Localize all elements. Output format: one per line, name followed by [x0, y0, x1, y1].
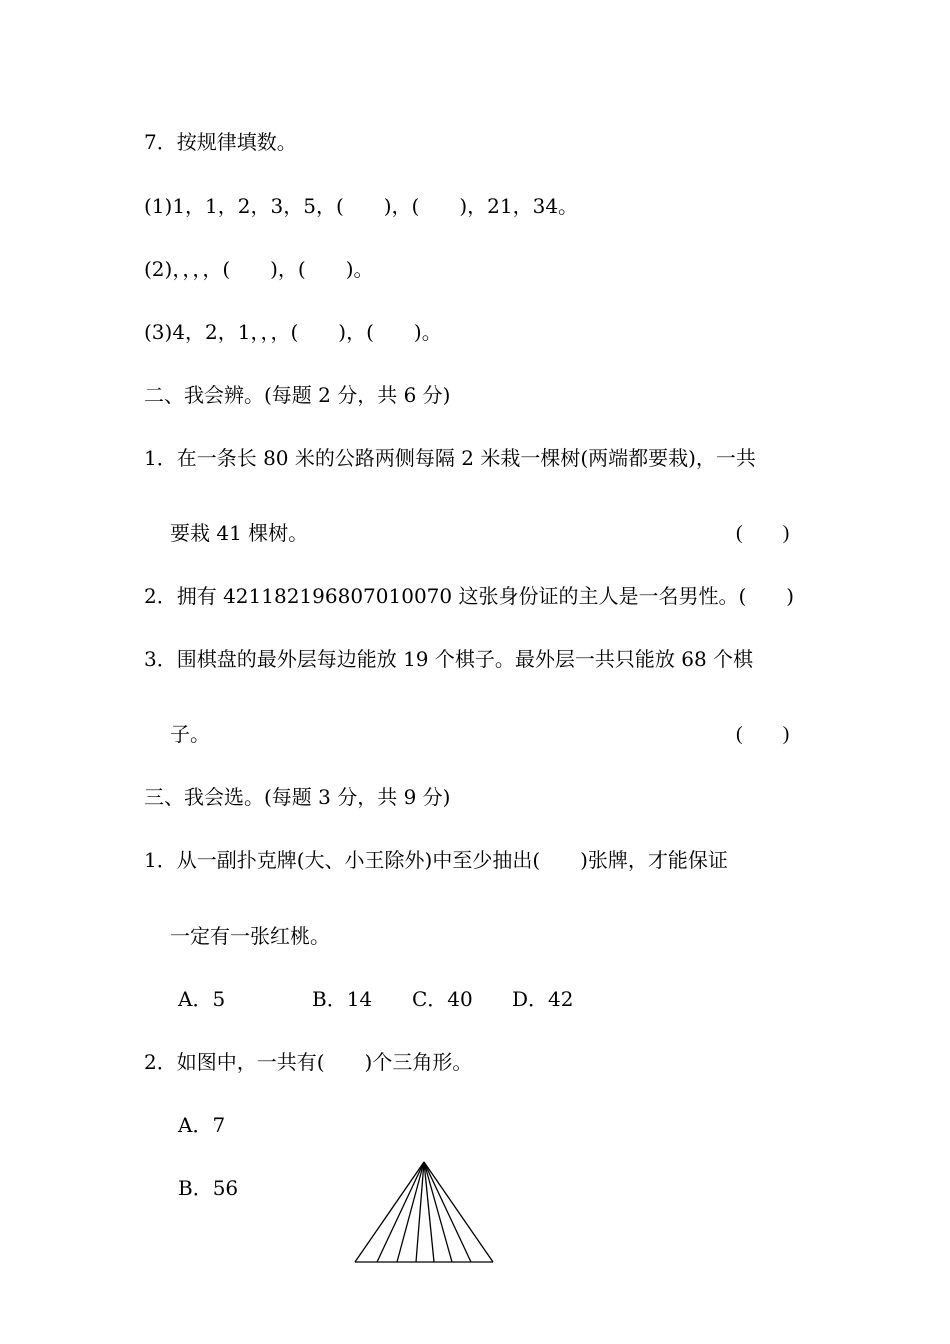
q7-part-2: (2)，，，，( )，( )。: [144, 257, 374, 281]
section2-q3-line2: 子。: [170, 722, 210, 746]
section3-q2-option-a: A．7: [178, 1113, 226, 1137]
triangle-side-right: [424, 1162, 493, 1262]
section3-q2-option-b: B．56: [178, 1176, 239, 1200]
option-c: C．40: [412, 987, 473, 1011]
q7-part-1: (1)1，1，2，3，5，( )，( )，21，34。: [144, 194, 579, 218]
option-b: B．14: [312, 987, 373, 1011]
section3-heading: 三、我会选。(每题 3 分，共 9 分): [144, 785, 451, 809]
triangle-figure: [350, 1156, 500, 1268]
section2-heading: 二、我会辨。(每题 2 分，共 6 分): [144, 383, 451, 407]
triangle-inner-line: [424, 1162, 434, 1262]
section2-q1-line1: 1．在一条长 80 米的公路两侧每隔 2 米栽一棵树(两端都要栽)，一共: [144, 446, 756, 470]
option-a: A．5: [178, 987, 226, 1011]
section2-q2: 2．拥有 421182196807010070 这张身份证的主人是一名男性。( ): [144, 584, 795, 608]
section2-q3-line1: 3．围棋盘的最外层每边能放 19 个棋子。最外层一共只能放 68 个棋: [144, 647, 754, 671]
triangle-side-left: [355, 1162, 424, 1262]
option-d: D．42: [512, 987, 574, 1011]
section3-q2-text: 2．如图中，一共有( )个三角形。: [144, 1050, 473, 1074]
section2-q3-answer-paren: ( ): [736, 723, 790, 745]
section2-q1-line2: 要栽 41 棵树。: [170, 521, 309, 545]
section3-q1-line1: 1．从一副扑克牌(大、小王除外)中至少抽出( )张牌，才能保证: [144, 848, 728, 872]
q7-part-3: (3)4，2，1，，，( )，( )。: [144, 320, 442, 344]
section2-q1-answer-paren: ( ): [736, 522, 790, 544]
q7-title: 7．按规律填数。: [144, 130, 297, 154]
section3-q1-line2: 一定有一张红桃。: [170, 924, 330, 948]
